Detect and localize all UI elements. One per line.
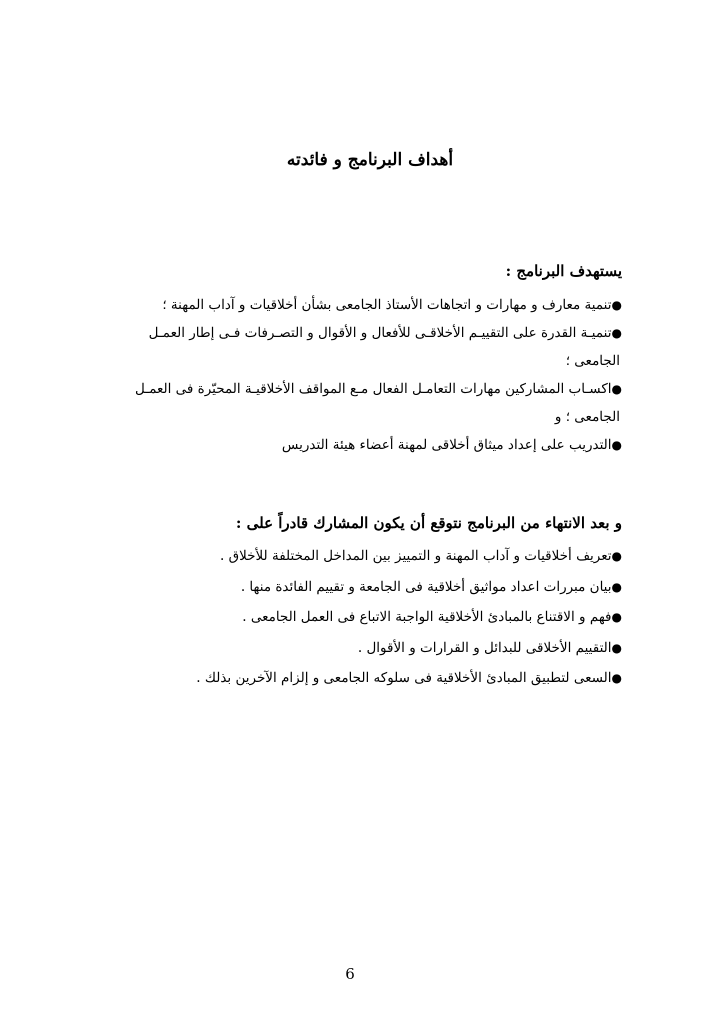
bullet-icon: ● [611, 671, 622, 685]
bullet-icon: ● [611, 640, 622, 655]
bullet-icon: ● [611, 382, 622, 396]
list-item [102, 291, 622, 319]
page-number: 6 [345, 965, 355, 983]
list-item [102, 633, 622, 664]
bullet-icon: ● [611, 610, 622, 624]
bullet-text: تنمية معارف و مهارات و اتجاهات الأستاذ الجامعى بشأن أخلاقيات و آداب المهنة ؛ [162, 297, 612, 313]
section2-heading: و بعد الانتهاء من البرنامج نتوقع أن يكون المشارك قادراً على : [235, 514, 622, 532]
bullet-icon: ● [611, 549, 622, 563]
bullet-text: التدريب على إعداد ميثاق أخلاقى لمهنة أعضاء هيئة التدريس [281, 437, 612, 453]
page-title: أهداف البرنامج و فائدته [286, 150, 454, 170]
bullet-text: بيان مبررات اعداد مواثيق أخلاقية فى الجامعة و تقييم الفائدة منها . [240, 578, 612, 595]
bullet-text: تعريف أخلاقيات و آداب المهنة و التمييز بين المداخل المختلفة للأخلاق . [220, 548, 612, 564]
section1-heading: يستهدف البرنامج : [505, 262, 622, 280]
bullet-text: اكسـاب المشاركين مهارات التعامـل الفعال مـع المواقف الأخلاقيـة المحيّرة فى العمـل [135, 381, 612, 397]
bullet-icon: ● [611, 579, 622, 594]
bullet-text: التقييم الأخلاقى للبدائل و القرارات و الأقوال . [357, 639, 612, 656]
bullet-icon: ● [611, 298, 622, 312]
bullet-text: السعى لتطبيق المبادئ الأخلاقية فى سلوكه الجامعى و إلزام الآخرين بذلك . [196, 670, 612, 686]
bullet-icon: ● [611, 326, 622, 340]
list-item [102, 572, 622, 603]
list-item [102, 663, 622, 694]
section1-bullet-list [102, 291, 622, 459]
section2-bullet-list [102, 541, 622, 694]
bullet-icon: ● [611, 438, 622, 452]
list-item [102, 602, 622, 633]
bullet-text-continuation: الجامعى ؛ [565, 353, 620, 369]
list-item [102, 375, 622, 431]
list-item [102, 541, 622, 572]
bullet-text-continuation: الجامعى ؛ و [554, 409, 620, 425]
bullet-text: فهم و الاقتناع بالمبادئ الأخلاقية الواجبة الاتباع فى العمل الجامعى . [242, 609, 612, 625]
list-item [102, 319, 622, 375]
list-item [102, 431, 622, 459]
bullet-text: تنميـة القدرة على التقييـم الأخلاقـى للأفعال و الأقوال و التصـرفات فـى إطار العمـل [148, 325, 612, 341]
